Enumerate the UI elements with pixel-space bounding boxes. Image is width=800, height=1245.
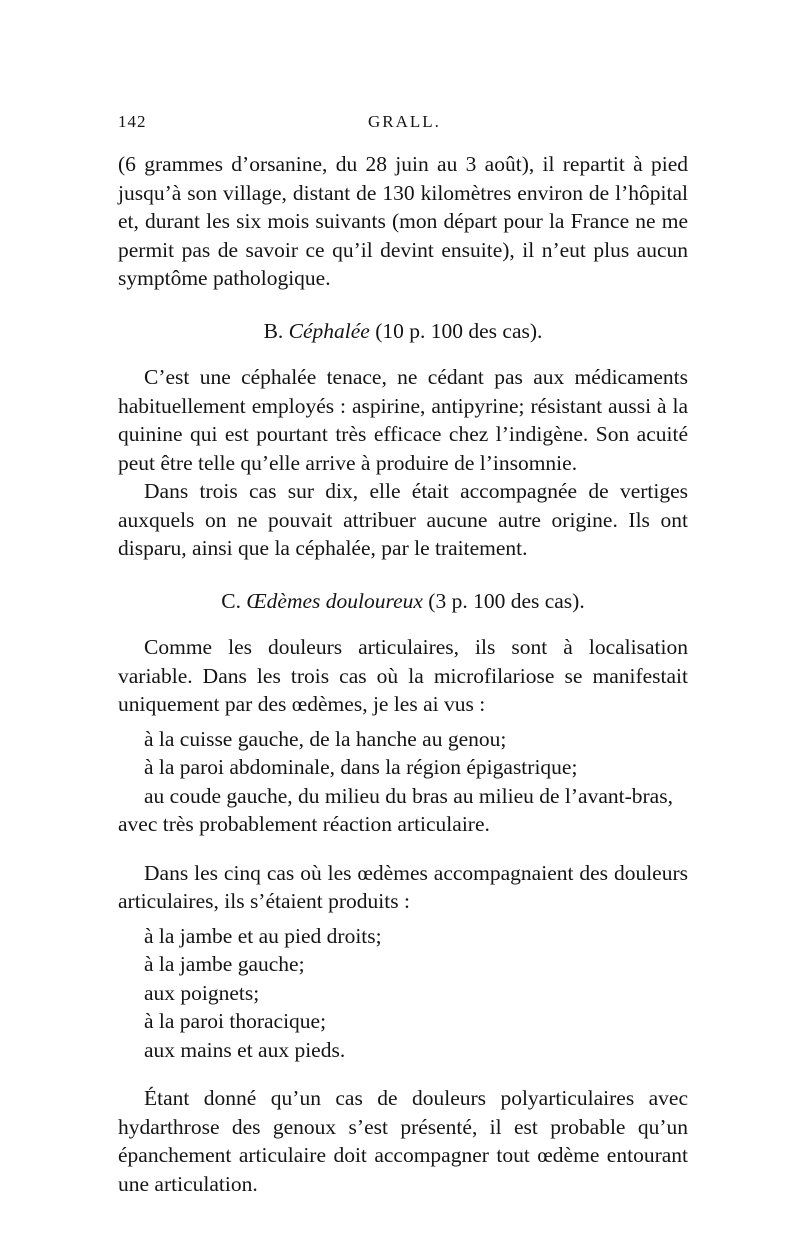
paragraph: (6 grammes d’orsanine, du 28 juin au 3 août), il repartit à pied jusqu’à son village, distant de 130 kilomètres environ de l’hôpital et, durant les six mois suivants (mon départ pour la France ne me permit pas de savoir ce qu’il devint ensuite), il n’eut plus aucun symptôme pathologique.: [118, 152, 688, 290]
list-item: à la paroi abdominale, dans la région épigastrique;: [144, 755, 578, 779]
page-number: 142: [118, 112, 147, 131]
section-prefix: C.: [221, 588, 241, 613]
location-list: [118, 922, 688, 1065]
section-heading-c: [118, 587, 688, 616]
section-title: Céphalée: [288, 318, 370, 343]
location-list: [118, 725, 688, 839]
list-item: à la jambe et au pied droits;: [144, 923, 382, 948]
list-item: au coude gauche, du milieu du bras au milieu de l’avant-bras,: [144, 783, 673, 808]
list-item: à la paroi thoracique;: [144, 1009, 327, 1033]
section-title: Œdèmes douloureux: [246, 588, 423, 613]
running-title: GRALL.: [368, 112, 441, 131]
list-item: aux mains et aux pieds.: [144, 1037, 346, 1062]
section-prefix: B.: [263, 318, 284, 343]
paragraph: Dans trois cas sur dix, elle était accompagnée de vertiges auxquels on ne pouvait attribuer aucune autre origine. Ils ont disparu, ainsi que la céphalée, par le traitement.: [118, 479, 688, 560]
paragraph: Dans les cinq cas où les œdèmes accompagnaient des douleurs articulaires, ils s’étaient produits :: [118, 860, 688, 913]
paragraph: C’est une céphalée tenace, ne cédant pas aux médicaments habituellement employés : aspirine, antipyrine; résistant aussi à la quinine qui est pourtant très efficace chez l’indigène. Son acuité peut être telle qu’elle arrive à produire de l’insomnie.: [118, 365, 688, 475]
section-suffix: (3 p. 100 des cas).: [428, 588, 585, 613]
list-item: à la cuisse gauche, de la hanche au genou;: [144, 726, 507, 751]
list-item: aux poignets;: [144, 980, 260, 1005]
list-item: avec très probablement réaction articulaire.: [118, 812, 490, 836]
section-suffix: (10 p. 100 des cas).: [375, 318, 543, 343]
page-header: [118, 112, 688, 138]
text-block: [118, 150, 688, 1198]
section-heading-b: [118, 317, 688, 346]
list-item: à la jambe gauche;: [144, 952, 305, 976]
paragraph: Étant donné qu’un cas de douleurs polyarticulaires avec hydarthrose des genoux s’est présenté, il est probable qu’un épanchement articulaire doit accompagner tout œdème entourant une articulation.: [118, 1086, 688, 1196]
paragraph: Comme les douleurs articulaires, ils sont à localisation variable. Dans les trois cas où la microfilariose se manifestait uniquement par des œdèmes, je les ai vus :: [118, 635, 688, 716]
